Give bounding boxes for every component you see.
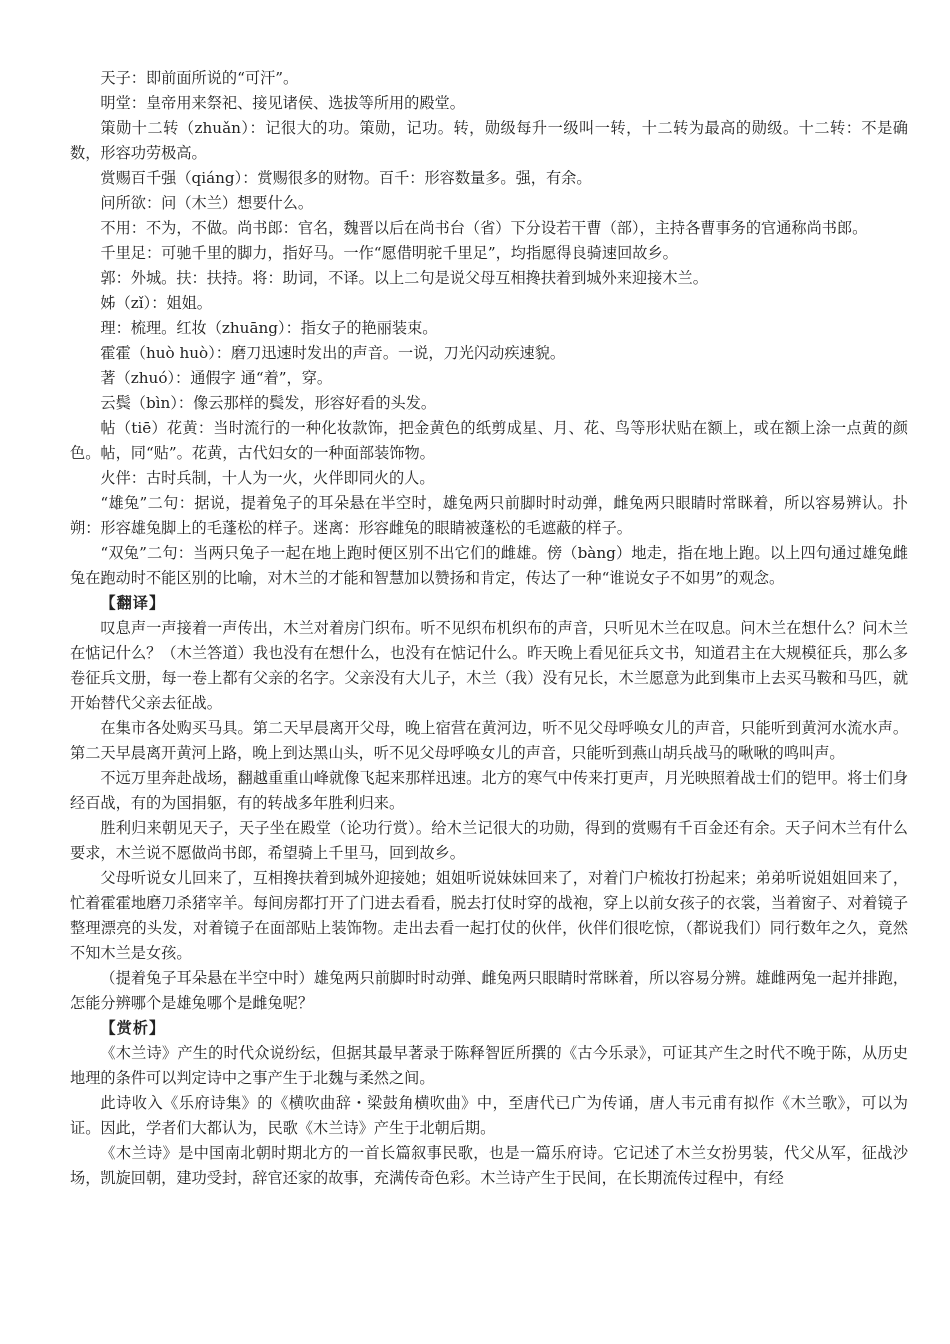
translation-paragraph: 在集市各处购买马具。第二天早晨离开父母，晚上宿营在黄河边，听不见父母呼唤女儿的声音，只能听到黄河水流水声。第二天早晨离开黄河上路，晚上到达黑山头，听不见父母呼唤女儿的声音，只能听到燕山胡兵战马的啾啾的鸣叫声。 (70, 719, 908, 762)
translation-paragraph: （提着兔子耳朵悬在半空中时）雄兔两只前脚时时动弹、雌兔两只眼睛时常眯着，所以容易分辨。雄雌两兔一起并排跑，怎能分辨哪个是雄兔哪个是雌兔呢？ (70, 969, 908, 1012)
translation-paragraph: 父母听说女儿回来了，互相搀扶着到城外迎接她；姐姐听说妹妹回来了，对着门户梳妆打扮起来；弟弟听说姐姐回来了，忙着霍霍地磨刀杀猪宰羊。每间房都打开了门进去看看，脱去打仗时穿的战袍，穿上以前女孩子的衣裳，当着窗子、对着镜子整理漂亮的头发，对着镜子在面部贴上装饰物。走出去看一起打仗的伙伴，伙伴们很吃惊，（都说我们）同行数年之久，竟然不知木兰是女孩。 (70, 869, 908, 962)
translation-heading: 【翻译】 (100, 594, 166, 612)
note-paragraph: 郭：外城。扶：扶持。将：助词，不译。以上二句是说父母互相搀扶着到城外来迎接木兰。 (100, 269, 708, 287)
note-paragraph: “双兔”二句：当两只兔子一起在地上跑时便区别不出它们的雌雄。傍（bàng）地走，指在地上跑。以上四句通过雄兔雌兔在跑动时不能区别的比喻，对木兰的才能和智慧加以赞扬和肯定，传达了一种“谁说女子不如男”的观念。 (70, 544, 908, 587)
note-paragraph: 千里足：可驰千里的脚力，指好马。一作“愿借明驼千里足”，均指愿得良骑速回故乡。 (100, 244, 678, 262)
note-paragraph: 明堂：皇帝用来祭祀、接见诸侯、选拔等所用的殿堂。 (100, 94, 465, 112)
note-paragraph: 策勋十二转（zhuǎn）：记很大的功。策勋，记功。转，勋级每升一级叫一转，十二转为最高的勋级。十二转：不是确数，形容功劳极高。 (70, 119, 908, 162)
note-paragraph: 火伴：古时兵制，十人为一火，火伴即同火的人。 (100, 469, 435, 487)
document-body (70, 66, 908, 1191)
translation-paragraph: 不远万里奔赴战场，翻越重重山峰就像飞起来那样迅速。北方的寒气中传来打更声，月光映照着战士们的铠甲。将士们身经百战，有的为国捐躯，有的转战多年胜利归来。 (70, 769, 908, 812)
appreciation-heading: 【赏析】 (100, 1019, 166, 1037)
note-paragraph: 理：梳理。红妆（zhuāng）：指女子的艳丽装束。 (100, 319, 438, 337)
translation-paragraph: 胜利归来朝见天子，天子坐在殿堂（论功行赏）。给木兰记很大的功勋，得到的赏赐有千百金还有余。天子问木兰有什么要求，木兰说不愿做尚书郎，希望骑上千里马，回到故乡。 (70, 819, 908, 862)
appreciation-paragraph: 此诗收入《乐府诗集》的《横吹曲辞・梁鼓角横吹曲》中，至唐代已广为传诵，唐人韦元甫有拟作《木兰歌》，可以为证。因此，学者们大都认为，民歌《木兰诗》产生于北朝后期。 (70, 1094, 908, 1137)
note-paragraph: 问所欲：问（木兰）想要什么。 (100, 194, 314, 212)
note-paragraph: 天子：即前面所说的“可汗”。 (100, 69, 299, 87)
translation-paragraph: 叹息声一声接着一声传出，木兰对着房门织布。听不见织布机织布的声音，只听见木兰在叹息。问木兰在想什么？问木兰在惦记什么？（木兰答道）我也没有在想什么，也没有在惦记什么。昨天晚上看见征兵文书，知道君主在大规模征兵，那么多卷征兵文册，每一卷上都有父亲的名字。父亲没有大儿子，木兰（我）没有兄长，木兰愿意为此到集市上去买马鞍和马匹，就开始替代父亲去征战。 (70, 619, 908, 712)
note-paragraph: 不用：不为，不做。尚书郎：官名，魏晋以后在尚书台（省）下分设若干曹（部），主持各曹事务的官通称尚书郎。 (100, 219, 868, 237)
note-paragraph: 帖（tiē）花黄：当时流行的一种化妆款饰，把金黄色的纸剪成星、月、花、鸟等形状贴在额上，或在额上涂一点黄的颜色。帖，同“贴”。花黄，古代妇女的一种面部装饰物。 (70, 419, 908, 462)
appreciation-paragraph: 《木兰诗》产生的时代众说纷纭，但据其最早著录于陈释智匠所撰的《古今乐录》，可证其产生之时代不晚于陈，从历史地理的条件可以判定诗中之事产生于北魏与柔然之间。 (70, 1044, 908, 1087)
note-paragraph: 赏赐百千强（qiáng）：赏赐很多的财物。百千：形容数量多。强，有余。 (100, 169, 592, 187)
note-paragraph: 姊（zǐ）：姐姐。 (100, 294, 212, 312)
note-paragraph: 霍霍（huò huò）：磨刀迅速时发出的声音。一说，刀光闪动疾速貌。 (100, 344, 566, 362)
appreciation-paragraph: 《木兰诗》是中国南北朝时期北方的一首长篇叙事民歌，也是一篇乐府诗。它记述了木兰女扮男装，代父从军，征战沙场，凯旋回朝，建功受封，辞官还家的故事，充满传奇色彩。木兰诗产生于民间，在长期流传过程中，有经 (70, 1144, 908, 1187)
note-paragraph: 云鬓（bìn）：像云那样的鬓发，形容好看的头发。 (100, 394, 437, 412)
note-paragraph: “雄兔”二句：据说，提着兔子的耳朵悬在半空时，雄兔两只前脚时时动弹，雌兔两只眼睛时常眯着，所以容易辨认。扑朔：形容雄兔脚上的毛蓬松的样子。迷离：形容雌兔的眼睛被蓬松的毛遮蔽的样子。 (70, 494, 908, 537)
note-paragraph: 著（zhuó）：通假字 通“着”，穿。 (100, 369, 333, 387)
